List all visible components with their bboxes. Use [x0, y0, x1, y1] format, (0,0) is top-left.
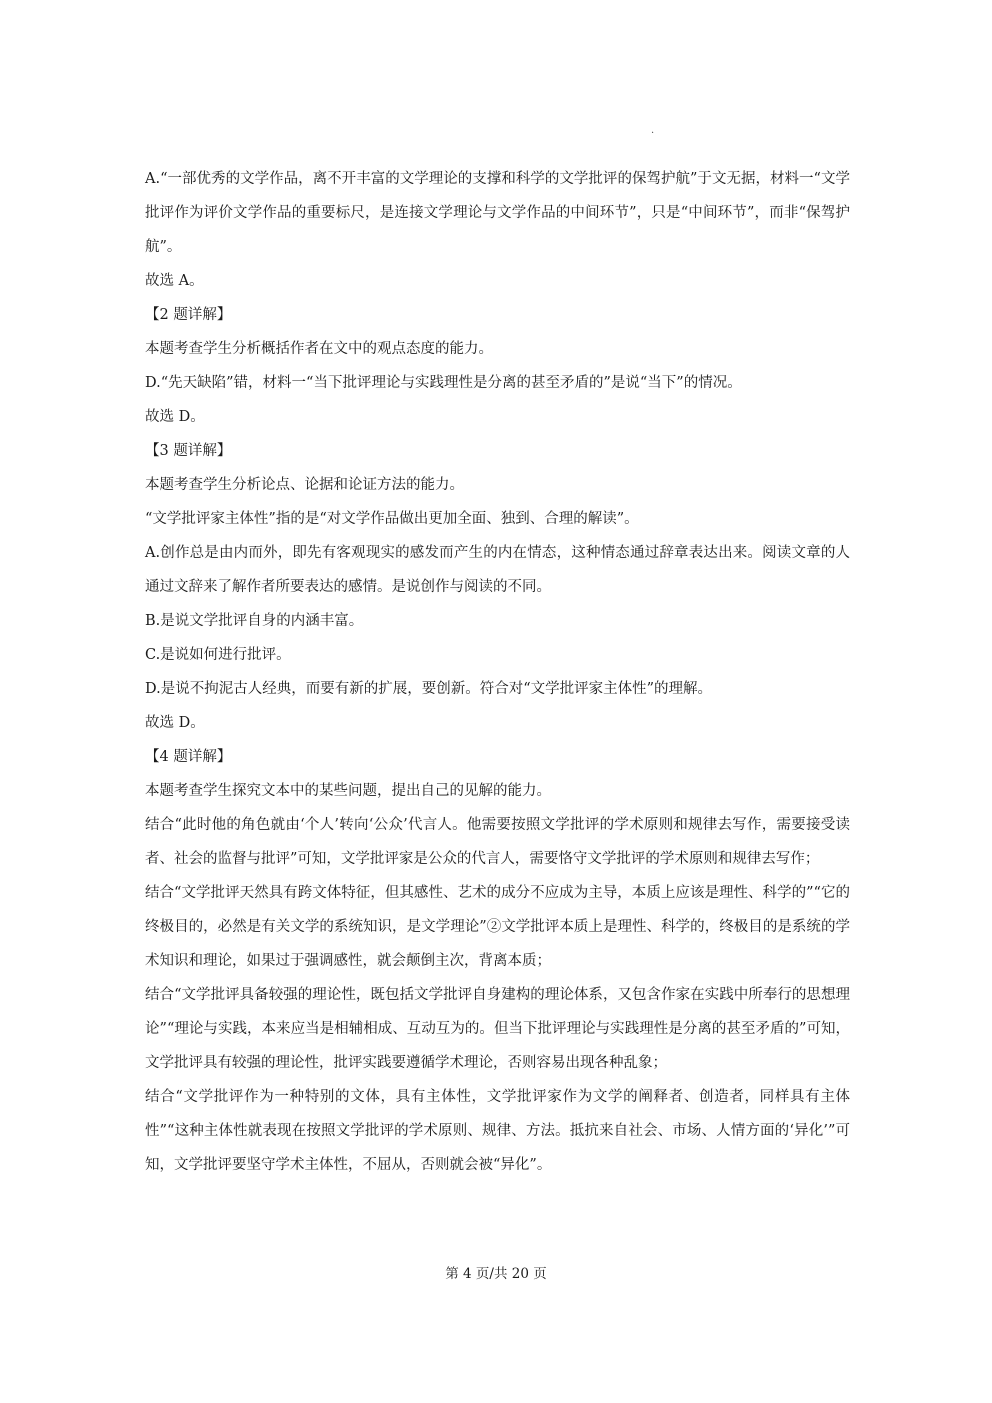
page-footer: 第 4 页/共 20 页 — [445, 1266, 547, 1282]
section-heading-2: 【2 题详解】 — [145, 307, 232, 323]
paragraph-q2-option-d: D.“先天缺陷”错，材料一“当下批评理论与实践理性是分离的甚至矛盾的”是说“当下”的情况。 — [145, 375, 742, 391]
page-body — [145, 162, 850, 1182]
paragraph-q3-option-d: D.是说不拘泥古人经典，而要有新的扩展，要创新。符合对“文学批评家主体性”的理解。 — [145, 681, 713, 697]
paragraph-q3-option-a: A.创作总是由内而外，即先有客观现实的感发而产生的内在情态，这种情态通过辞章表达出来。阅读文章的人通过文辞来了解作者所要表达的感情。是说创作与阅读的不同。 — [145, 545, 850, 595]
paragraph-q4-point-1: 结合“此时他的角色就由‘个人’转向‘公众’代言人。他需要按照文学批评的学术原则和规律去写作，需要接受读者、社会的监督与批评”可知，文学批评家是公众的代言人，需要恪守文学批评的学术原则和规律去写作； — [145, 817, 850, 867]
paragraph-q4-point-2: 结合“文学批评天然具有跨文体特征，但其感性、艺术的成分不应成为主导，本质上应该是理性、科学的”“它的终极目的，必然是有关文学的系统知识，是文学理论”②文学批评本质上是理性、科学的，终极目的是系统的学术知识和理论，如果过于强调感性，就会颠倒主次，背离本质； — [145, 885, 850, 969]
answer-line-1: 故选 A。 — [145, 273, 204, 289]
answer-line-3: 故选 D。 — [145, 715, 205, 731]
section-heading-3: 【3 题详解】 — [145, 443, 232, 459]
paragraph-q4-point-3: 结合“文学批评具备较强的理论性，既包括文学批评自身建构的理论体系，又包含作家在实践中所奉行的思想理论”“理论与实践，本来应当是相辅相成、互动互为的。但当下批评理论与实践理性是分离的甚至矛盾的”可知，文学批评具有较强的理论性，批评实践要遵循学术理论，否则容易出现各种乱象； — [145, 987, 850, 1071]
paragraph-q4-intro: 本题考查学生探究文本中的某些问题，提出自己的见解的能力。 — [145, 783, 551, 799]
paragraph-option-a: A.“一部优秀的文学作品，离不开丰富的文学理论的支撑和科学的文学批评的保驾护航”于文无据，材料一“文学批评作为评价文学作品的重要标尺，是连接文学理论与文学作品的中间环节”，只是“中间环节”，而非“保驾护航”。 — [145, 171, 850, 255]
paragraph-q3-definition: “文学批评家主体性”指的是“对文学作品做出更加全面、独到、合理的解读”。 — [145, 511, 639, 527]
paragraph-q2-intro: 本题考查学生分析概括作者在文中的观点态度的能力。 — [145, 341, 493, 357]
paragraph-q3-option-b: B.是说文学批评自身的内涵丰富。 — [145, 613, 364, 629]
paragraph-q3-option-c: C.是说如何进行批评。 — [145, 647, 291, 663]
section-heading-4: 【4 题详解】 — [145, 749, 232, 765]
answer-line-2: 故选 D。 — [145, 409, 205, 425]
paragraph-q4-point-4: 结合“文学批评作为一种特别的文体，具有主体性，文学批评家作为文学的阐释者、创造者，同样具有主体性”“这种主体性就表现在按照文学批评的学术原则、规律、方法。抵抗来自社会、市场、人情方面的‘异化’”可知，文学批评要坚守学术主体性，不屈从，否则就会被“异化”。 — [145, 1089, 850, 1173]
paragraph-q3-intro: 本题考查学生分析论点、论据和论证方法的能力。 — [145, 477, 464, 493]
page-dot-mark: · — [651, 128, 655, 139]
